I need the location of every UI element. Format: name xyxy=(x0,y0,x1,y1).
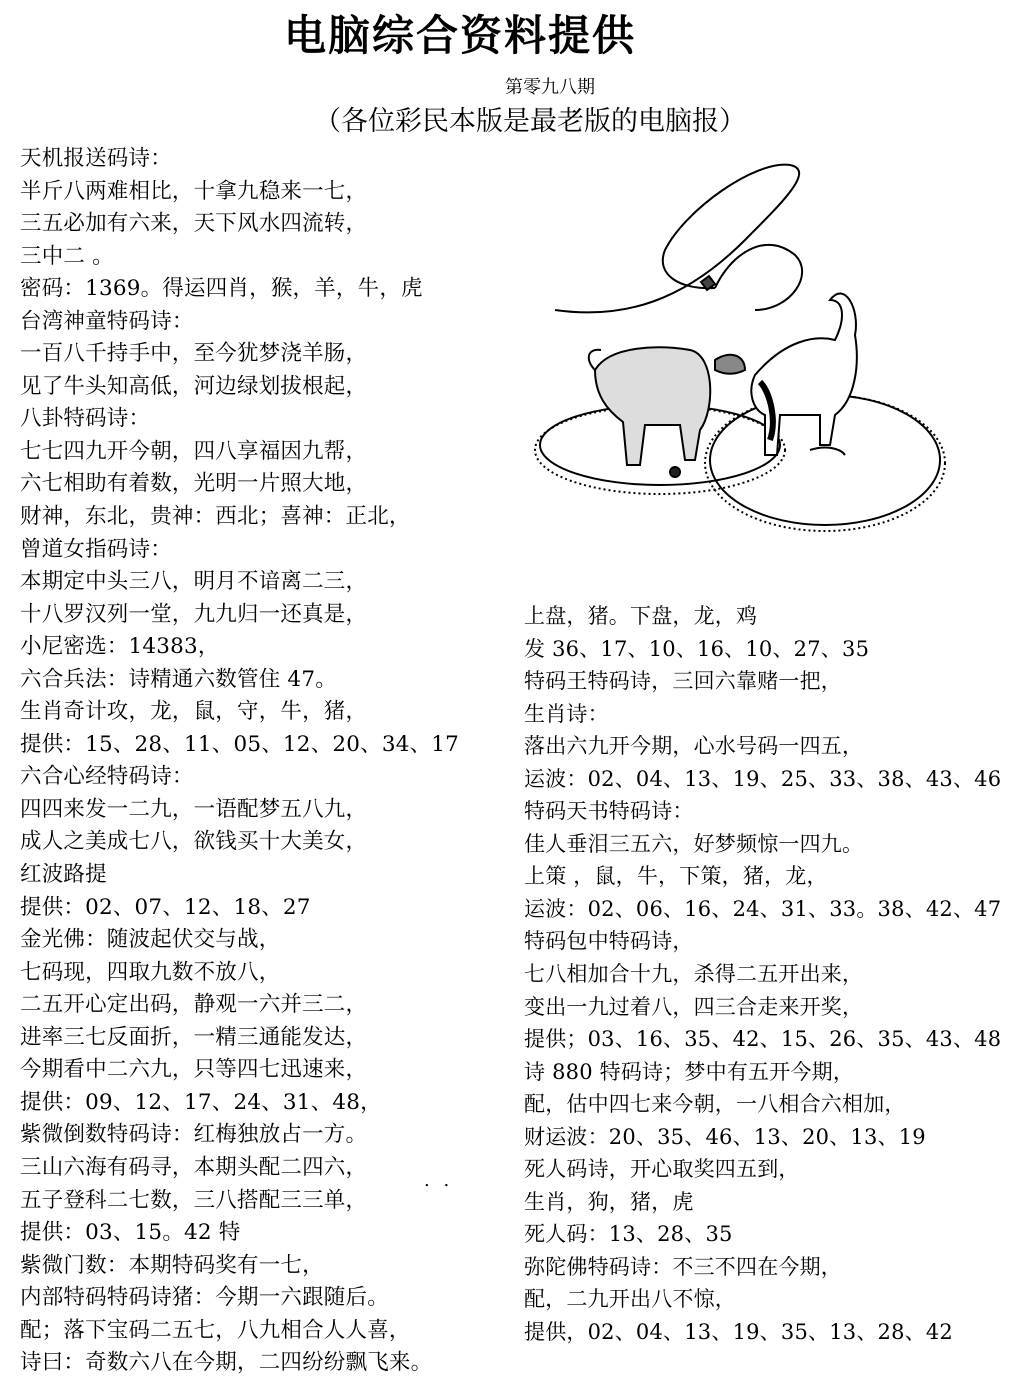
text-line: 七七四九开今朝，四八享福因九帮， xyxy=(20,438,368,464)
text-line: 变出一九过着八，四三合走来开奖， xyxy=(524,994,864,1019)
text-line: 特码王特码诗，三回六靠赌一把， xyxy=(524,669,842,694)
page-title: 电脑综合资料提供 xyxy=(283,11,636,60)
text-line: 台湾神童特码诗： xyxy=(20,308,194,334)
text-line: 密码：1369。得运四肖，猴，羊，牛，虎 xyxy=(20,276,423,302)
text-line: 三五必加有六来，天下风水四流转， xyxy=(20,211,368,237)
text-line: 提供：03、15。42 特 xyxy=(20,1220,241,1246)
text-line: 发 36、17、10、16、10、27、35 xyxy=(524,636,870,661)
left-text-column xyxy=(20,143,500,1380)
text-line: 七码现，四取九数不放八， xyxy=(20,959,281,985)
text-line: 六七相助有着数，光明一片照大地， xyxy=(20,471,368,497)
text-line: 提供；03、16、35、42、15、26、35、43、48 xyxy=(524,1027,1002,1052)
text-line: 提供：02、07、12、18、27 xyxy=(20,894,311,920)
stray-dots: . . xyxy=(424,1170,454,1191)
text-line: 八卦特码诗： xyxy=(20,406,151,432)
right-text-column xyxy=(524,600,1019,1349)
text-line: 配，二九开出八不惊， xyxy=(524,1287,736,1312)
text-line: 小尼密选：14383， xyxy=(20,634,220,660)
text-line: 佳人垂泪三五六，好梦频惊一四九。 xyxy=(524,831,864,856)
text-line: 天机报送码诗： xyxy=(20,146,172,171)
text-line: 二五开心定出码，静观一六并三二， xyxy=(20,992,368,1018)
text-line: 配；落下宝码二五七，八九相合人人喜， xyxy=(20,1317,411,1343)
text-line: 上盘，猪。下盘，龙，鸡 xyxy=(524,604,758,628)
text-line: 六合兵法：诗精通六数管住 47。 xyxy=(20,666,337,692)
text-line: 财神，东北，贵神：西北；喜神：正北， xyxy=(20,504,411,530)
text-line: 见了牛头知高低，河边绿划拔根起， xyxy=(20,373,368,399)
text-line: 紫微倒数特码诗：红梅独放占一方。 xyxy=(20,1122,368,1148)
ox-horse-illustration xyxy=(515,160,985,580)
text-line: 诗曰：奇数六八在今期，二四纷纷飘飞来。 xyxy=(20,1350,433,1376)
text-line: 七八相加合十九，杀得二五开出来， xyxy=(524,962,864,987)
issue-number: 第零九八期 xyxy=(505,77,595,98)
text-line: 十八罗汉列一堂，九九归一还真是， xyxy=(20,601,368,627)
text-line: 提供：15、28、11、05、12、20、34、17 xyxy=(20,731,460,757)
text-line: 紫微门数：本期特码奖有一七， xyxy=(20,1252,324,1278)
text-line: 配，估中四七来今朝，一八相合六相加， xyxy=(524,1092,906,1117)
text-line: 上策 ，鼠，牛，下策，猪，龙， xyxy=(524,864,828,889)
text-line: 特码天书特码诗： xyxy=(524,799,694,824)
text-line: 金光佛：随波起伏交与战， xyxy=(20,927,281,953)
text-line: 落出六九开今期，心水号码一四五， xyxy=(524,734,864,759)
text-line: 三中二 。 xyxy=(20,243,114,269)
text-line: 生肖，狗，猪，虎 xyxy=(524,1189,694,1214)
text-line: 红波路提 xyxy=(20,862,107,888)
text-line: 运波：02、06、16、24、31、33。38、42、47 xyxy=(524,896,1002,921)
text-line: 内部特码特码诗猪：今期一六跟随后。 xyxy=(20,1285,389,1311)
text-line: 死人码：13、28、35 xyxy=(524,1222,733,1247)
page-subtitle: （各位彩民本版是最老版的电脑报） xyxy=(314,106,746,137)
text-line: 四四来发一二九，一语配梦五八九， xyxy=(20,796,368,822)
text-line: 财运波：20、35、46、13、20、13、19 xyxy=(524,1124,926,1149)
text-line: 进率三七反面折，一精三通能发达， xyxy=(20,1024,368,1050)
text-line: 六合心经特码诗： xyxy=(20,764,194,790)
text-line: 特码包中特码诗， xyxy=(524,929,694,954)
text-line: 五子登科二七数，三八搭配三三单， xyxy=(20,1187,368,1213)
text-line: 死人码诗，开心取奖四五到， xyxy=(524,1157,800,1182)
text-line: 运波：02、04、13、19、25、33、38、43、46 xyxy=(524,766,1002,791)
text-line: 提供，02、04、13、19、35、13、28、42 xyxy=(524,1320,953,1345)
text-line: 提供：09、12、17、24、31、48， xyxy=(20,1089,382,1115)
text-line: 成人之美成七八，欲钱买十大美女， xyxy=(20,829,368,855)
text-line: 三山六海有码寻，本期头配二四六， xyxy=(20,1154,368,1180)
text-line: 一百八千持手中，至今犹梦浇羊肠， xyxy=(20,341,368,367)
text-line: 生肖奇计攻，龙，鼠，守，牛，猪， xyxy=(20,699,368,725)
text-line: 今期看中二六九，只等四七迅速来， xyxy=(20,1057,368,1083)
text-line: 本期定中头三八，明月不谙离二三， xyxy=(20,569,368,595)
text-line: 曾道女指码诗： xyxy=(20,536,172,562)
text-line: 生肖诗： xyxy=(524,701,609,726)
text-line: 弥陀佛特码诗：不三不四在今期， xyxy=(524,1254,842,1279)
text-line: 半斤八两难相比，十拿九稳来一七， xyxy=(20,178,368,204)
text-line: 诗 880 特码诗；梦中有五开今期， xyxy=(524,1059,855,1084)
